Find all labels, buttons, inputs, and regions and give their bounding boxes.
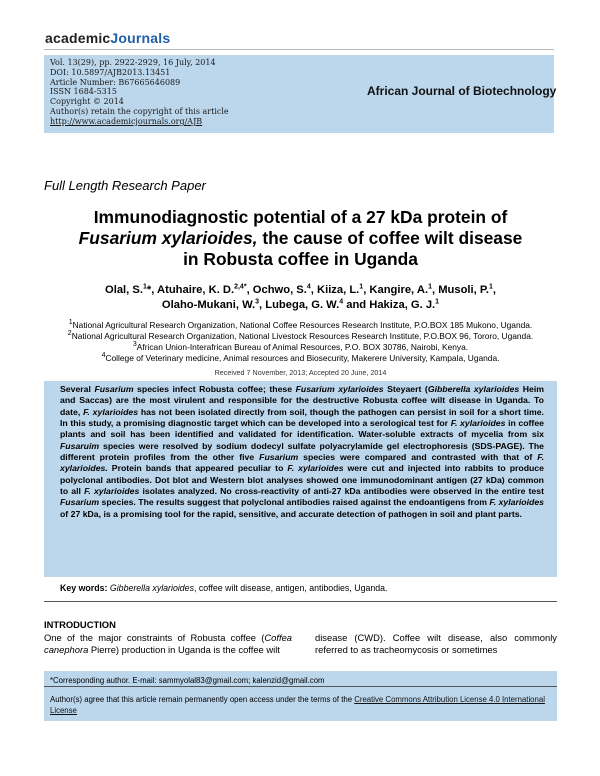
abstract-text-run: Several bbox=[60, 384, 95, 394]
introduction-heading: INTRODUCTION bbox=[44, 619, 116, 630]
journal-name: African Journal of Biotechnology bbox=[367, 84, 557, 98]
license-prefix: Author(s) agree that this article remain permanently open access under the terms of the bbox=[50, 695, 355, 704]
introduction-column-1 bbox=[44, 632, 292, 655]
author-name: Atuhaire, K. D. bbox=[157, 284, 235, 296]
author-affiliation-marker: 1 bbox=[142, 283, 147, 291]
abstract-species-name: F. xylarioides bbox=[287, 463, 344, 474]
author-separator: , bbox=[431, 284, 439, 296]
abstract-species-name: F. xylarioides. bbox=[60, 452, 544, 474]
author-name: Musoli, P. bbox=[438, 284, 489, 296]
publisher-logo bbox=[45, 30, 170, 46]
author-name: Kiiza, L. bbox=[317, 284, 360, 296]
issn: ISSN 1684-5315 bbox=[50, 87, 117, 97]
affiliation-number: 4 bbox=[101, 352, 106, 360]
logo-divider bbox=[44, 49, 554, 50]
abstract-species-name: F. xylarioides bbox=[84, 486, 140, 497]
intro-text-b: Pierre) production in Uganda is the coffee wilt bbox=[88, 643, 280, 655]
paper-type: Full Length Research Paper bbox=[44, 178, 206, 193]
author-separator: , bbox=[492, 284, 496, 296]
affiliation-list bbox=[44, 320, 557, 364]
title-line-3: in Robusta coffee in Uganda bbox=[183, 249, 418, 269]
affiliation-text: National Agricultural Research Organization, National Livestock Resources Research Institute, P.O.BOX 96, Tororo, Uganda. bbox=[71, 331, 534, 341]
abstract-species-name: Fusarium bbox=[94, 384, 134, 394]
author-affiliation-marker: 1 bbox=[488, 283, 493, 291]
author-affiliation-marker: 3 bbox=[255, 298, 260, 306]
keywords-rest: , coffee wilt disease, antigen, antibodies, Uganda. bbox=[193, 583, 388, 593]
article-metadata bbox=[50, 58, 229, 127]
article-number: Article Number: B67665646089 bbox=[50, 77, 181, 87]
logo-text-part2: Journals bbox=[110, 30, 171, 46]
license-note bbox=[50, 694, 550, 716]
title-line-1: Immunodiagnostic potential of a 27 kDa protein of bbox=[93, 207, 508, 227]
author-separator: and bbox=[343, 299, 370, 311]
affiliation-item bbox=[44, 331, 557, 342]
abstract-species-name: Fusarium bbox=[60, 497, 100, 508]
intro-species-name: Coffea canephora bbox=[44, 632, 292, 655]
author-name: Kangire, A. bbox=[369, 284, 429, 296]
author-affiliation-marker: 4 bbox=[339, 298, 344, 306]
title-species-name: Fusarium xylarioides, bbox=[78, 228, 258, 248]
abstract-text-run: Protein bands that appeared peculiar to bbox=[107, 463, 288, 474]
abstract-species-name: Fusarium xylarioides bbox=[295, 384, 384, 394]
abstract-species-name: Fusaruim bbox=[60, 440, 100, 451]
affiliation-number: 2 bbox=[67, 330, 72, 338]
keywords bbox=[60, 583, 544, 593]
keywords-divider bbox=[44, 601, 557, 602]
abstract-text-run: Steyaert ( bbox=[383, 384, 428, 394]
author-separator: , bbox=[310, 284, 317, 296]
copyright: Copyright © 2014 bbox=[50, 97, 124, 107]
abstract-text-run: Heim and Saccas) are the most virulent and responsible for the destructive Robusta coffee wilt disease in Uganda. To date, bbox=[60, 384, 544, 417]
abstract-text-run: species were resolved by sodium dodecyl sulfate polyacrylamide gel electrophoresis (SDS-PAGE). The different protein profiles from the other five bbox=[60, 440, 544, 463]
abstract-species-name: Fusarium bbox=[259, 452, 299, 463]
license-link[interactable]: Creative Commons Attribution License 4.0 International License bbox=[50, 695, 545, 715]
affiliation-text: College of Veterinary medicine, Animal resources and Biosecurity, Makerere University, Kampala, Uganda. bbox=[105, 353, 500, 363]
title-line-2 bbox=[44, 228, 557, 249]
abstract-text-run: species infect Robusta coffee; these bbox=[133, 384, 296, 394]
abstract-text-run: isolates analyzed. No cross-reactivity of anti-27 kDa antibodies were observed in the entire test bbox=[139, 486, 544, 497]
corresponding-author-note: *Corresponding author. E-mail: sammyolal83@gmail.com; kalenzid@gmail.com bbox=[50, 676, 325, 685]
author-name: Olaho-Mukani, W. bbox=[161, 299, 256, 311]
affiliation-number: 3 bbox=[132, 341, 137, 349]
keywords-italic: Gibberella xylarioides bbox=[109, 583, 194, 593]
intro-text-a: One of the major constraints of Robusta coffee ( bbox=[44, 632, 265, 643]
abstract-text bbox=[60, 384, 544, 520]
abstract-text-run: species. The results suggest that polyclonal antibodies raised against the endoantigens from bbox=[99, 497, 490, 508]
abstract-text-run: species were compared and contrasted with that of bbox=[298, 452, 538, 463]
abstract-species-name: F. xylarioides bbox=[450, 418, 506, 429]
keywords-label: Key words: bbox=[60, 583, 108, 593]
introduction-column-2: disease (CWD). Coffee wilt disease, also commonly referred to as tracheomycosis or sometimes bbox=[315, 632, 557, 655]
affiliation-item bbox=[44, 353, 557, 364]
abstract-species-name: Gibberella xylarioides bbox=[427, 384, 520, 394]
doi: DOI: 10.5897/AJB2013.13451 bbox=[50, 67, 171, 77]
affiliation-number: 1 bbox=[68, 319, 73, 327]
logo-text-part1: academic bbox=[45, 30, 111, 46]
abstract-text-run: has not been isolated directly from soil, though the pathogen can persist in soil for a short time. In this study, a promising diagnostic target which can be developed into a serological test for bbox=[60, 406, 544, 429]
author-separator: , bbox=[246, 284, 253, 296]
title-line-2-rest: the cause of coffee wilt disease bbox=[257, 228, 523, 248]
rights-statement: Author(s) retain the copyright of this article bbox=[50, 106, 229, 116]
abstract-text-run: were cut and injected into rabbits to produce polyclonal antibodies. Dot blot and Western blot analyses showed one immunodominant antigen (27 kDa) common to all bbox=[60, 463, 544, 497]
affiliation-text: African Union-Interafrican Bureau of Animal Resources, P.O. BOX 30786, Nairobi, Kenya. bbox=[136, 342, 469, 352]
abstract-text-run: in coffee plants and soil has been identified and validated for identification. Water-soluble extracts of mycelia from six bbox=[60, 418, 544, 440]
affiliation-item bbox=[44, 342, 557, 353]
footnote-divider bbox=[44, 686, 557, 687]
journal-url-link[interactable]: http://www.academicjournals.org/AJB bbox=[50, 116, 203, 126]
author-name: Ochwo, S. bbox=[252, 284, 307, 296]
author-affiliation-marker: 1 bbox=[435, 298, 440, 306]
abstract-species-name: F. xylarioides bbox=[489, 497, 544, 508]
author-affiliation-marker: 1 bbox=[428, 283, 432, 291]
author-separator: , bbox=[259, 299, 266, 311]
abstract-species-name: F. xylarioides bbox=[83, 406, 139, 417]
paper-title bbox=[44, 207, 557, 270]
author-affiliation-marker: 2,4* bbox=[234, 283, 247, 291]
volume-info: Vol. 13(29), pp. 2922-2929, 16 July, 2014 bbox=[50, 58, 216, 67]
abstract-text-run: of 27 kDa, is a promising tool for the rapid, sensitive, and accurate detection of pathogen in soil and plant parts. bbox=[60, 508, 522, 519]
author-affiliation-marker: 1 bbox=[359, 283, 364, 291]
author-name: Hakiza, G. J. bbox=[369, 299, 436, 311]
author-name: Lubega, G. W. bbox=[265, 299, 340, 311]
author-separator: *, bbox=[146, 284, 158, 296]
author-affiliation-marker: 4 bbox=[306, 283, 311, 291]
author-separator: , bbox=[363, 284, 370, 296]
author-list bbox=[44, 283, 557, 313]
affiliation-text: National Agricultural Research Organization, National Coffee Resources Research Institute, P.O.BOX 185 Mukono, Uganda. bbox=[72, 320, 533, 330]
affiliation-item bbox=[44, 320, 557, 331]
author-name: Olal, S. bbox=[105, 284, 143, 296]
received-accepted-dates: Received 7 November, 2013; Accepted 20 June, 2014 bbox=[214, 368, 387, 377]
